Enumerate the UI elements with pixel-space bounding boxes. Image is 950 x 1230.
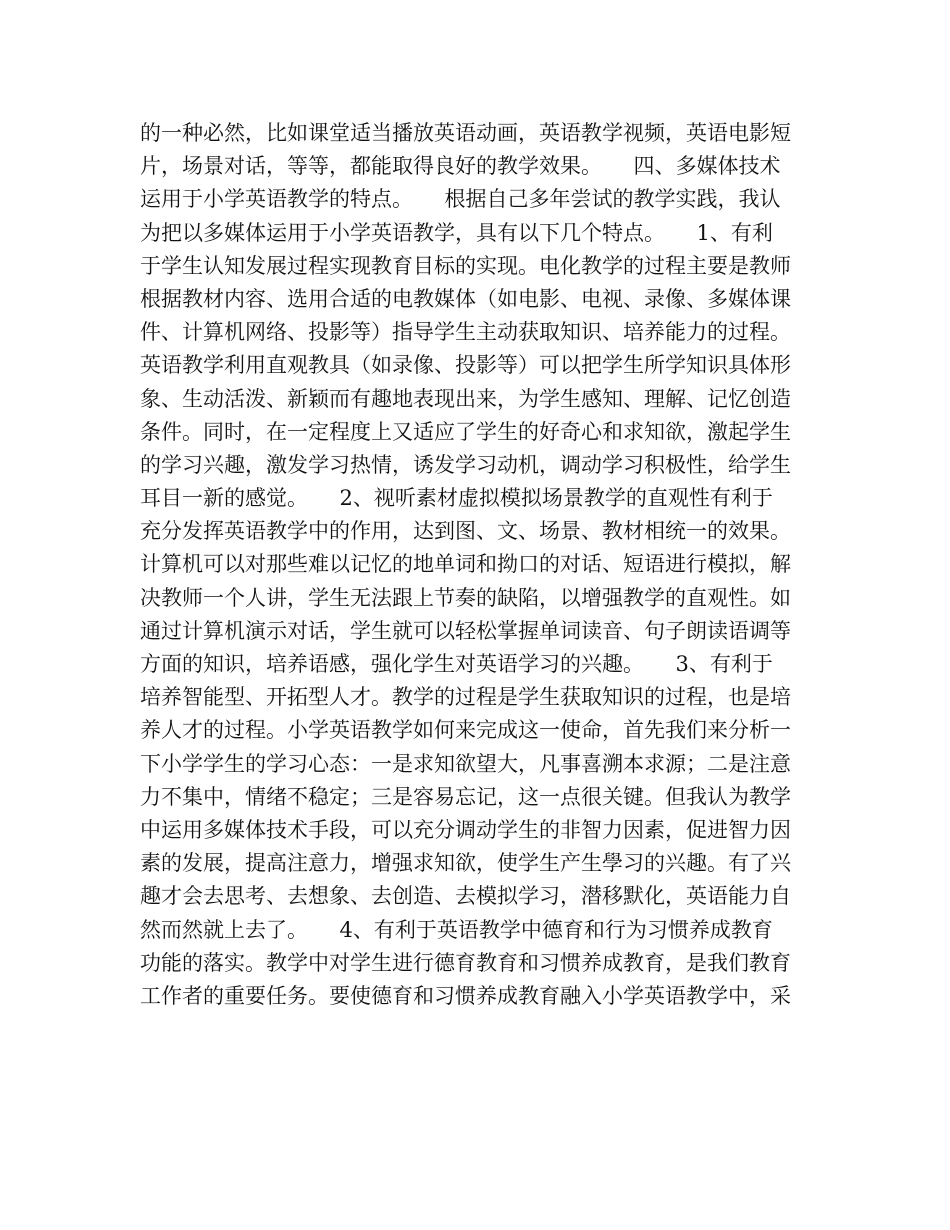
text-line: 培养智能型、开拓型人才。教学的过程是学生获取知识的过程，也是培 bbox=[140, 685, 791, 710]
text-line: 耳目一新的感觉。 2、视听素材虚拟模拟场景教学的直观性有利于 bbox=[140, 486, 773, 511]
text-line: 素的发展，提高注意力，增强求知欲，使学生产生學习的兴趣。有了兴 bbox=[140, 851, 791, 876]
text-line: 中运用多媒体技术手段，可以充分调动学生的非智力因素，促进智力因 bbox=[140, 817, 791, 842]
text-line: 工作者的重要任务。要使德育和习惯养成教育融入小学英语教学中，采 bbox=[140, 983, 791, 1008]
text-line: 下小学学生的学习心态：一是求知欲望大，凡事喜溯本求源；二是注意 bbox=[140, 751, 791, 776]
text-line: 于学生认知发展过程实现教育目标的实现。电化教学的过程主要是教师 bbox=[140, 253, 791, 278]
text-line: 根据教材内容、选用合适的电教媒体（如电影、电视、录像、多媒体课 bbox=[140, 286, 791, 311]
text-line: 的一种必然，比如课堂适当播放英语动画，英语教学视频，英语电影短 bbox=[140, 121, 791, 145]
text-line: 运用于小学英语教学的特点。 根据自己多年尝试的教学实践，我认 bbox=[140, 187, 781, 212]
text-line: 象、生动活泼、新颖而有趣地表现出来，为学生感知、理解、记忆创造 bbox=[140, 386, 791, 411]
text-line: 件、计算机网络、投影等）指导学生主动获取知识、培养能力的过程。 bbox=[140, 320, 791, 345]
text-line: 条件。同时，在一定程度上又适应了学生的好奇心和求知欲，激起学生 bbox=[140, 419, 791, 444]
text-line: 养人才的过程。小学英语教学如何来完成这一使命，首先我们来分析一 bbox=[140, 718, 791, 743]
body-text bbox=[140, 117, 820, 1013]
text-line: 力不集中，情绪不稳定；三是容易忘记，这一点很关键。但我认为教学 bbox=[140, 784, 791, 809]
text-line: 方面的知识，培养语感，强化学生对英语学习的兴趣。 3、有利于 bbox=[140, 652, 773, 676]
text-line: 片，场景对话，等等，都能取得良好的教学效果。 四、多媒体技术 bbox=[140, 154, 781, 179]
text-line: 的学习兴趣，激发学习热情，诱发学习动机，调动学习积极性，给学生 bbox=[140, 452, 791, 477]
text-line: 通过计算机演示对话，学生就可以轻松掌握单词读音、句子朗读语调等 bbox=[140, 618, 791, 643]
text-line: 然而然就上去了。 4、有利于英语教学中德育和行为习惯养成教育 bbox=[140, 917, 773, 942]
text-line: 功能的落实。教学中对学生进行德育教育和习惯养成教育，是我们教育 bbox=[140, 950, 791, 975]
text-line: 趣才会去思考、去想象、去创造、去模拟学习，潜移默化，英语能力自 bbox=[140, 884, 791, 909]
text-line: 为把以多媒体运用于小学英语教学，具有以下几个特点。 1、有利 bbox=[140, 220, 773, 245]
text-line: 英语教学利用直观教具（如录像、投影等）可以把学生所学知识具体形 bbox=[140, 353, 791, 378]
text-line: 决教师一个人讲，学生无法跟上节奏的缺陷，以增强教学的直观性。如 bbox=[140, 585, 791, 610]
text-line: 充分发挥英语教学中的作用，达到图、文、场景、教材相统一的效果。 bbox=[140, 519, 791, 544]
text-line: 计算机可以对那些难以记忆的地单词和拗口的对话、短语进行模拟，解 bbox=[140, 552, 791, 577]
